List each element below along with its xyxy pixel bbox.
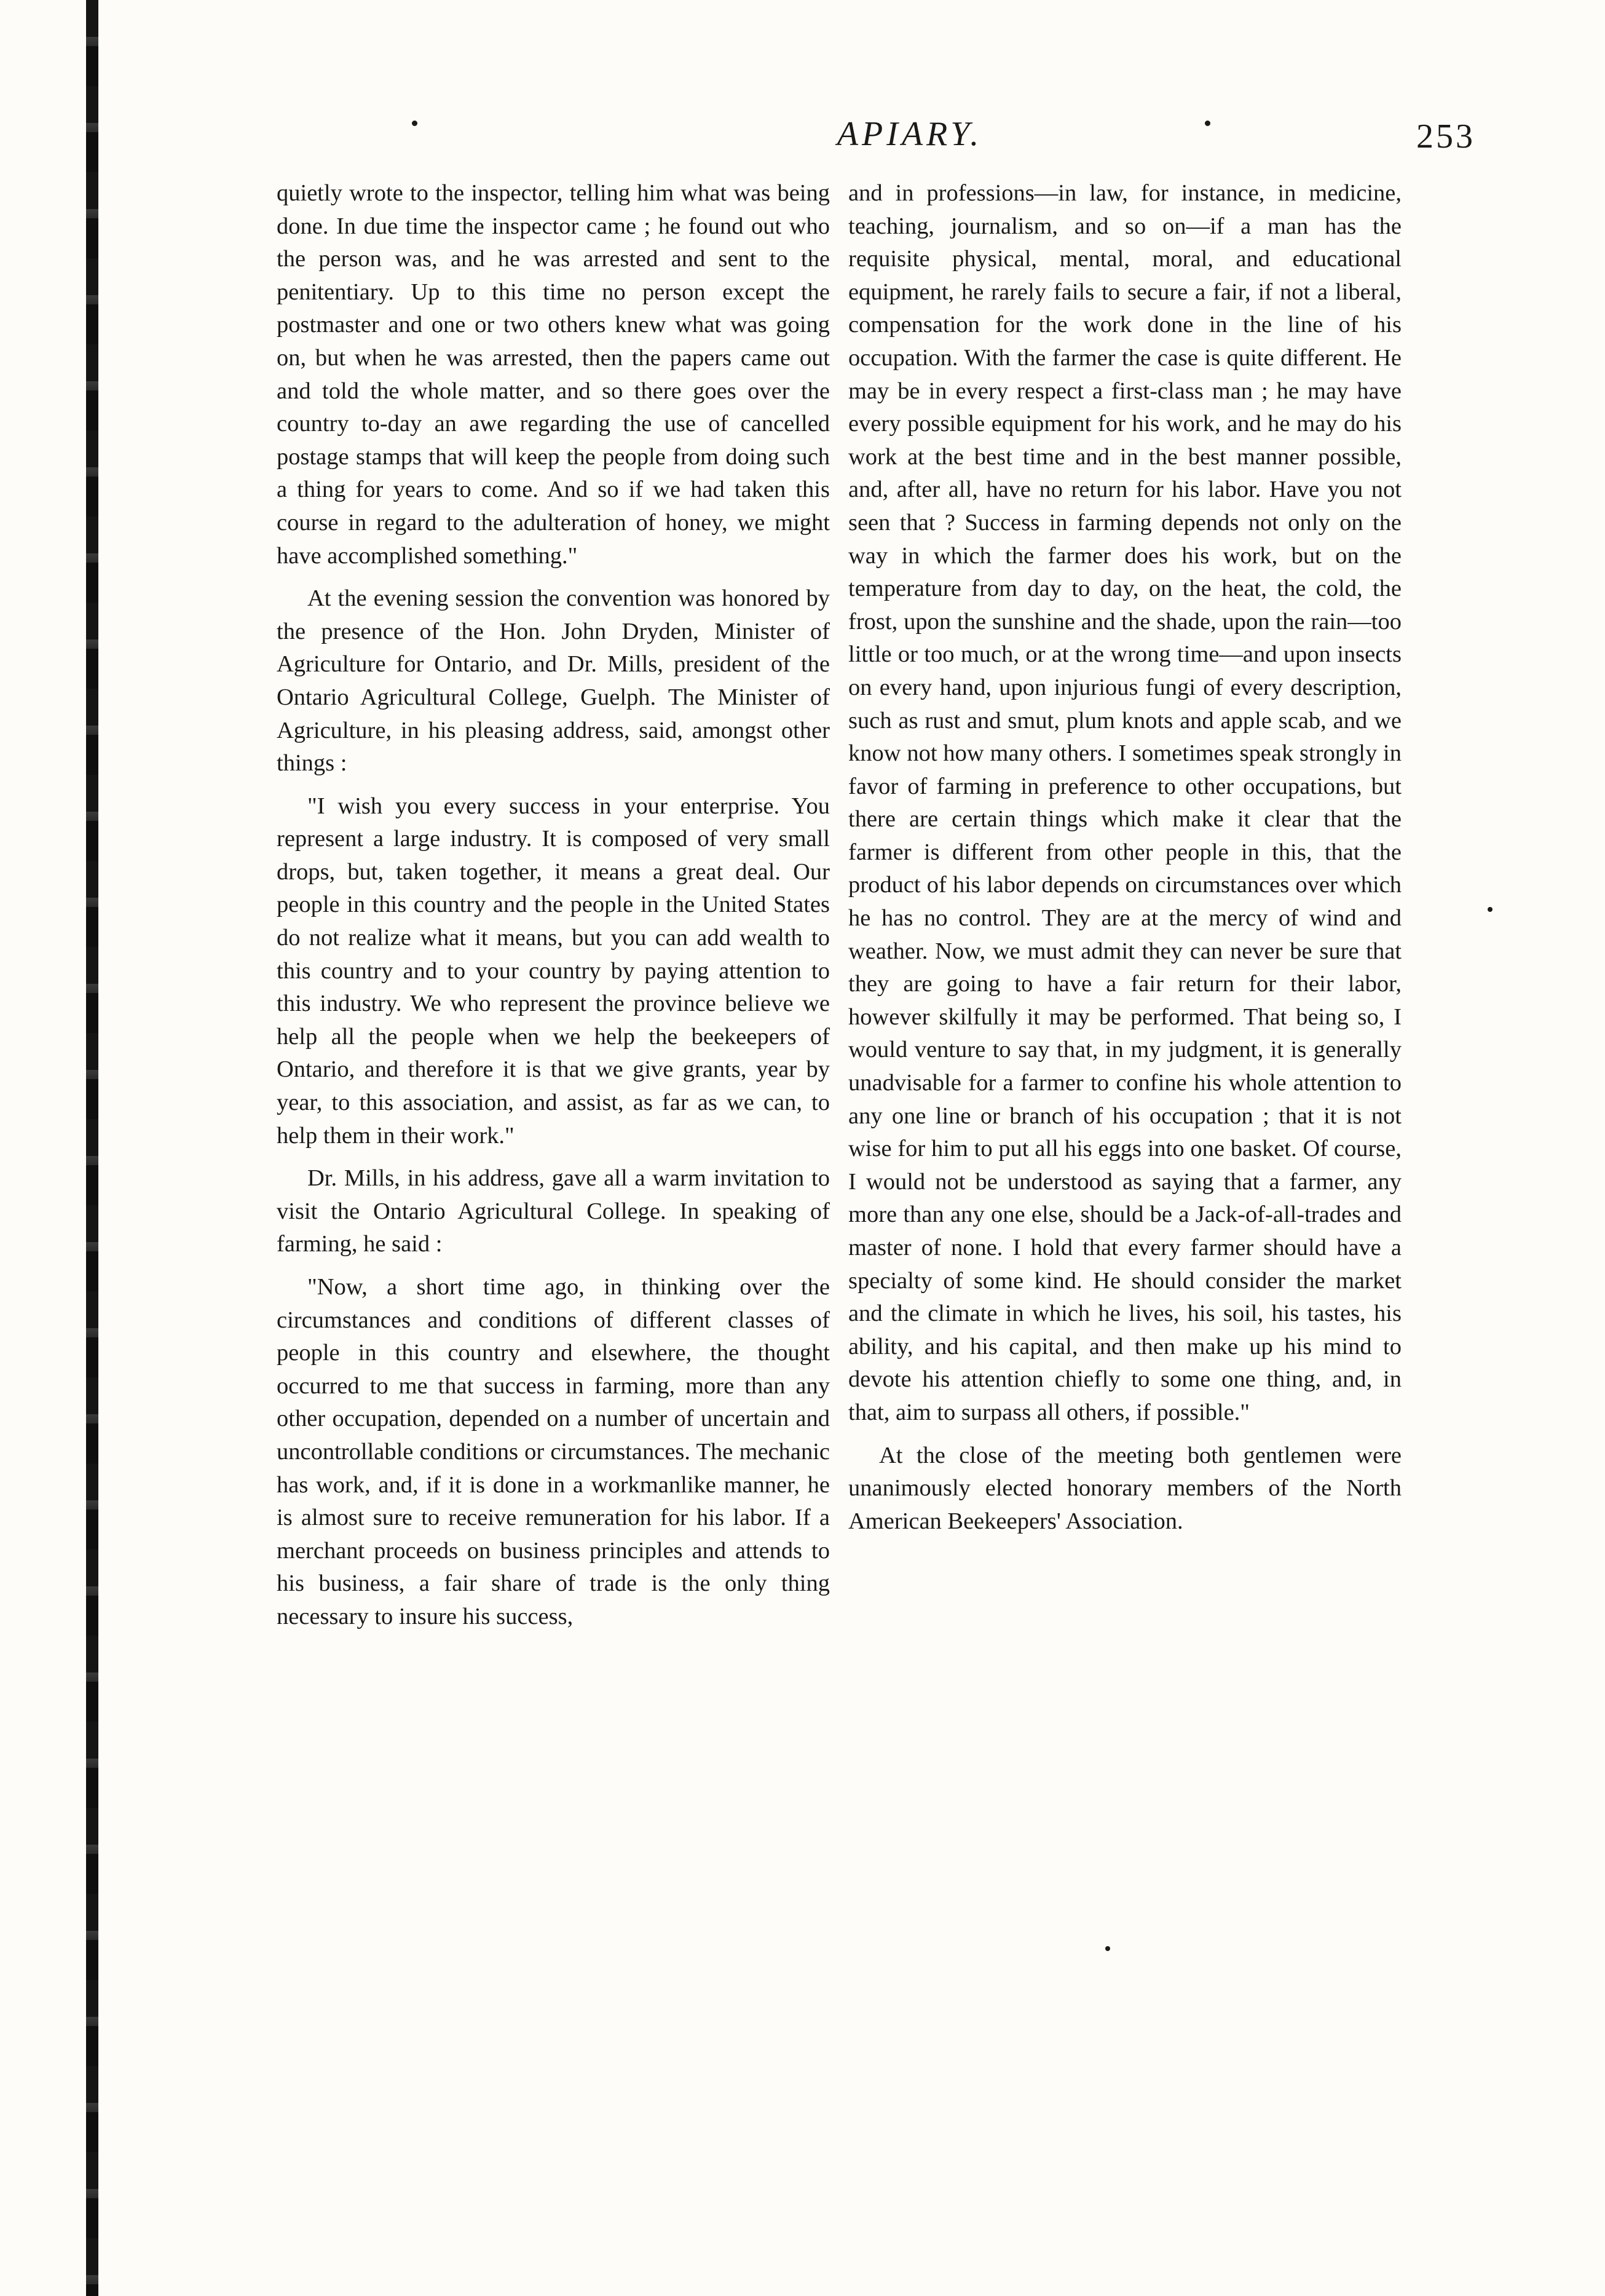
stray-mark: [1488, 907, 1493, 912]
binding-edge: [0, 0, 37, 2296]
left-column: [277, 177, 830, 1644]
header-dot-left: [412, 121, 417, 126]
paragraph: At the evening session the convention was honored by the presence of the Hon. John Dryden, Minister of Agriculture for Ontario, and Dr. Mills, president of the Ontario Agricultural College, Guelph. The Minister of Agriculture, in his pleasing address, said, amongst other things :: [277, 585, 830, 777]
running-header: [270, 114, 1475, 170]
page-number: 253: [1416, 117, 1475, 156]
running-title: APIARY.: [837, 115, 983, 153]
paragraph: Dr. Mills, in his address, gave all a warm invitation to visit the Ontario Agricultural College. In speaking of farming, he said :: [277, 1165, 830, 1257]
paragraph: At the close of the meeting both gentlemen were unanimously elected honorary members of the North American Beekeepers' Association.: [848, 1442, 1402, 1534]
paragraph: quietly wrote to the inspector, telling him what was being done. In due time the inspector came ; he found out who the person was, and he was arrested and sent to the penitentiary. Up to this time no person except the postmaster and one or two others knew what was going on, but when he was arrested, then the papers came out and told the whole matter, and so there goes over the country to-day an awe regarding the use of cancelled postage stamps that will keep the people from doing such a thing for years to come. And so if we had taken this course in regard to the adulteration of honey, we might have accomplished something.": [277, 180, 830, 569]
right-column: [848, 177, 1402, 1548]
end-mark: [1105, 1946, 1110, 1951]
binding-stripe: [86, 0, 98, 2296]
paragraph: "I wish you every success in your enterprise. You represent a large industry. It is composed of very small drops, but, taken together, it means a great deal. Our people in this country and the people in the United States do not realize what it means, but you can add wealth to this country and to your country by paying attention to this industry. We who represent the province believe we help all the people when we help the beekeepers of Ontario, and therefore it is that we give grants, year by year, to this association, and assist, as far as we can, to help them in their work.": [277, 793, 830, 1149]
header-dot-right: [1205, 121, 1210, 126]
paragraph: and in professions—in law, for instance, in medicine, teaching, journalism, and so on—if a man has the requisite physical, mental, moral, and educational equipment, he rarely fails to secure a fair, if not a liberal, compensation for the work done in the line of his occupation. With the farmer the case is quite different. He may be in every respect a first-class man ; he may have every possible equipment for his work, and he may do his work at the best time and in the best manner possible, and, after all, have no return for his labor. Have you not seen that ? Success in farming depends not only on the way in which the farmer does his work, but on the temperature from day to day, on the heat, the cold, the frost, upon the sunshine and the shade, upon the rain—too little or too much, or at the wrong time—and upon insects on every hand, upon injurious fungi of every description, such as rust and smut, plum knots and apple scab, and we know not how many others. I sometimes speak strongly in favor of farming in preference to other occupations, but there are certain things which make it clear that the farmer is different from other people in this, that the product of his labor depends on circumstances over which he has no control. They are at the mercy of wind and weather. Now, we must admit they can never be sure that they are going to have a fair return for their labor, however skilfully it may be performed. That being so, I would venture to say that, in my judgment, it is generally unadvisable for a farmer to confine his whole attention to any one line or branch of his occupation ; that it is not wise for him to put all his eggs into one basket. Of course, I would not be understood as saying that a farmer, any more than any one else, should be a Jack-of-all-trades and master of none. I hold that every farmer should have a specialty of some kind. He should consider the market and the climate in which he lives, his soil, his tastes, his ability, and his capital, and then make up his mind to devote his attention chiefly to some one thing, and, in that, aim to surpass all others, if possible.": [848, 180, 1402, 1425]
paragraph: "Now, a short time ago, in thinking over the circumstances and conditions of different classes of people in this country and elsewhere, the thought occurred to me that success in farming, more than any other occupation, depended on a number of uncertain and uncontrollable conditions or circumstances. The mechanic has work, and, if it is done in a workmanlike manner, he is almost sure to receive remuneration for his labor. If a merchant proceeds on business principles and attends to his business, a fair share of trade is the only thing necessary to insure his success,: [277, 1274, 830, 1629]
